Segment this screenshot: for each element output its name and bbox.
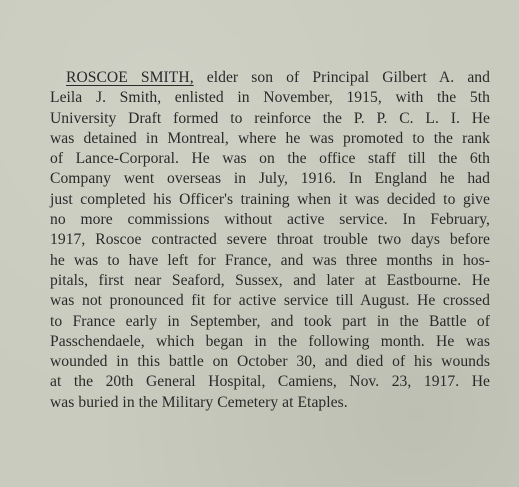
text-line: just completed his Officer's training when it was decided to give — [50, 190, 490, 208]
text-line: Leila J. Smith, enlisted in November, 1915, with the 5th — [50, 89, 490, 107]
text-line: was buried in the Military Cemetery at Etaples. — [50, 393, 348, 411]
text-line: at the 20th General Hospital, Camiens, Nov. 23, 1917. He — [50, 373, 490, 391]
text-line: was detained in Montreal, where he was promoted to the rank — [50, 129, 490, 147]
text-line: was not pronounced fit for active service till August. He crossed — [50, 292, 490, 310]
text-line: ROSCOE SMITH, elder son of Principal Gilbert A. and — [66, 69, 490, 86]
text-line: of Lance-Corporal. He was on the office staff till the 6th — [50, 150, 490, 168]
memorial-paragraph — [50, 68, 490, 413]
text-line: University Draft formed to reinforce the P. P. C. L. I. He — [50, 109, 490, 127]
text-line: 1917, Roscoe contracted severe throat trouble two days before — [50, 231, 490, 249]
text-line: pitals, first near Seaford, Sussex, and later at Eastbourne. He — [50, 271, 490, 289]
text-line: to France early in September, and took part in the Battle of — [50, 312, 490, 330]
text-line: Company went overseas in July, 1916. In England he had — [50, 170, 490, 188]
text-line: no more commissions without active service. In February, — [50, 211, 490, 229]
text-line: wounded in this battle on October 30, and died of his wounds — [50, 353, 490, 371]
text-line: he was to have left for France, and was three months in hos- — [50, 251, 490, 269]
subject-name: ROSCOE SMITH, — [66, 69, 194, 86]
text-line: Passchendaele, which began in the following month. He was — [50, 332, 490, 350]
